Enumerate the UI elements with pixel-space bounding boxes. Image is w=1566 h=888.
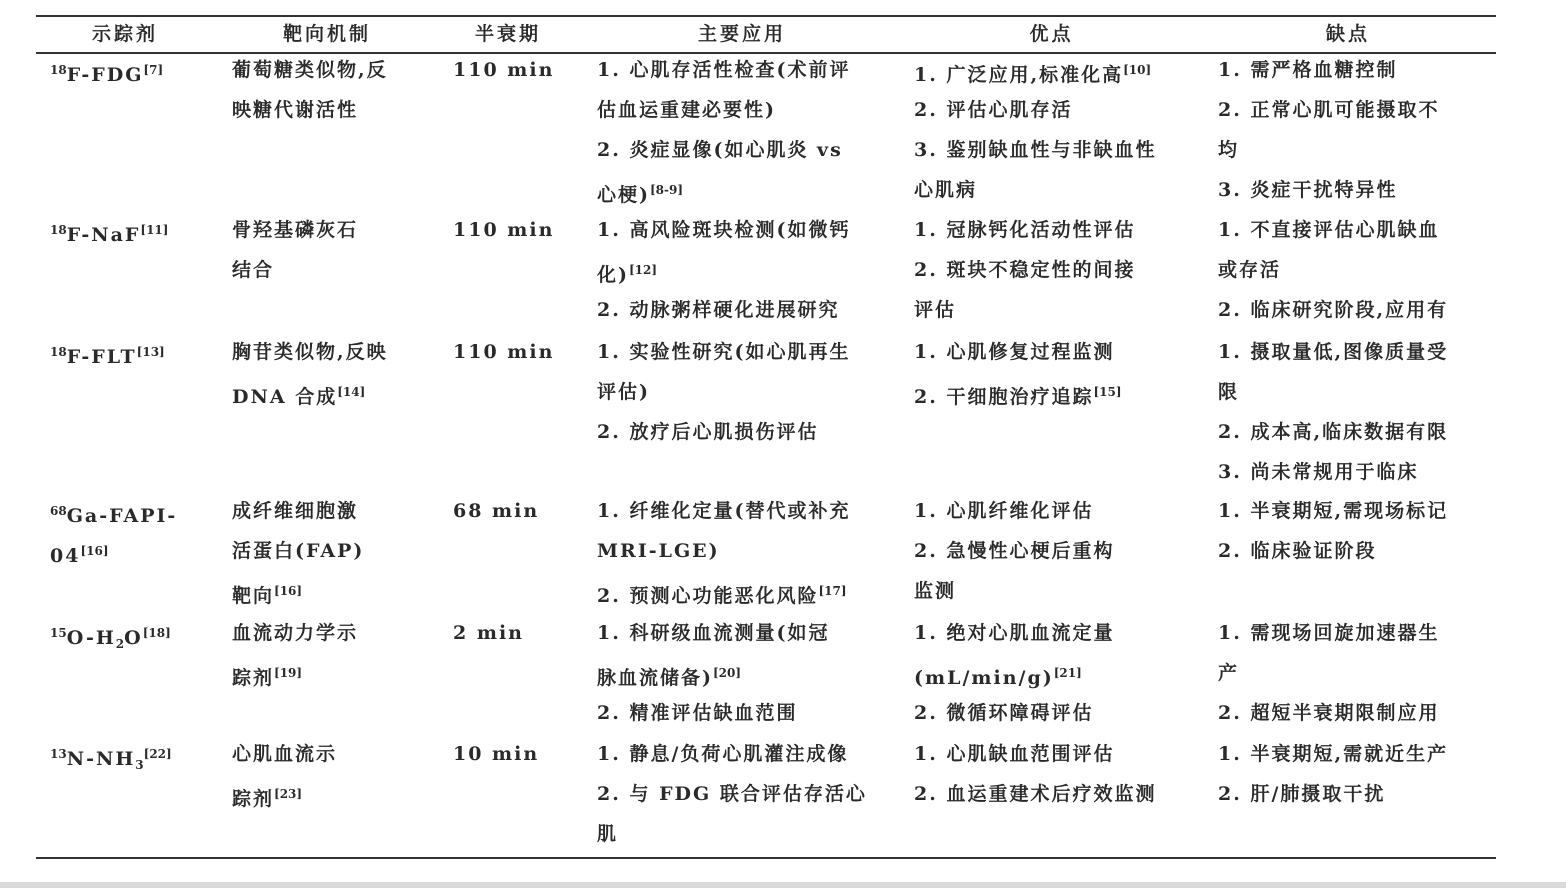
text-segment: 04: [50, 545, 81, 567]
header-mechanism: 靶向机制: [282, 23, 371, 45]
superscript: 15: [50, 626, 67, 640]
text-segment: 2. 评估心肌存活: [914, 99, 1073, 121]
superscript: [16]: [80, 544, 109, 558]
text-segment: 心肌血流示: [232, 743, 338, 765]
cell-half-life: [453, 332, 554, 372]
cell-line: [1218, 250, 1448, 290]
cell-line: [597, 814, 867, 854]
cell-line: [50, 531, 177, 571]
cell-disadvantages: [1218, 491, 1448, 571]
cell-line: [232, 734, 337, 774]
cell-line: [597, 531, 850, 571]
text-segment: 2. 临床验证阶段: [1218, 540, 1377, 562]
text-segment: 1. 心肌缺血范围评估: [914, 743, 1115, 765]
cell-disadvantages: [1218, 613, 1439, 733]
superscript: [21]: [1053, 666, 1082, 680]
cell-line: [597, 332, 850, 372]
cell-line: [1218, 210, 1448, 250]
text-segment: 110 min: [453, 59, 555, 81]
text-segment: 葡萄糖类似物,反: [232, 59, 388, 81]
text-segment: N-NH: [66, 748, 136, 770]
superscript: 13: [50, 747, 67, 761]
text-segment: O-H: [66, 627, 116, 649]
cell-line: [232, 50, 388, 90]
cell-line: [1218, 613, 1439, 653]
cell-line: [232, 372, 388, 412]
cell-mechanism: [232, 491, 364, 611]
text-segment: 1. 实验性研究(如心肌再生: [597, 341, 851, 363]
cell-line: [232, 210, 358, 250]
cell-line: [914, 613, 1114, 653]
cell-disadvantages: [1218, 50, 1439, 210]
text-segment: Ga-FAPI-: [66, 505, 178, 527]
superscript: 18: [50, 345, 67, 359]
cell-line: [914, 491, 1114, 531]
cell-half-life: [453, 210, 554, 250]
cell-line: [232, 250, 358, 290]
cell-applications: [597, 332, 850, 452]
text-segment: 均: [1218, 139, 1240, 161]
cell-advantages: [914, 734, 1156, 814]
subscript: 2: [115, 637, 125, 651]
text-segment: 2. 成本高,临床数据有限: [1218, 421, 1449, 443]
cell-tracer: [50, 613, 171, 653]
text-segment: 10 min: [453, 743, 540, 765]
cell-line: [914, 90, 1156, 130]
text-segment: 1. 不直接评估心肌缺血: [1218, 219, 1440, 241]
cell-line: [597, 130, 850, 170]
text-segment: 产: [1218, 662, 1240, 684]
cell-line: [232, 774, 337, 814]
cell-line: [453, 332, 554, 372]
cell-disadvantages: [1218, 332, 1448, 492]
superscript: 18: [50, 63, 67, 77]
cell-line: [1218, 693, 1439, 733]
cell-line: [914, 50, 1156, 90]
cell-tracer: [50, 50, 163, 90]
table-top-rule: [36, 15, 1496, 17]
cell-line: [1218, 774, 1448, 814]
cell-line: [1218, 90, 1439, 130]
cell-line: [597, 250, 850, 290]
cell-line: [50, 50, 163, 90]
cell-line: [597, 491, 850, 531]
cell-disadvantages: [1218, 210, 1448, 330]
cell-line: [453, 210, 554, 250]
cell-line: [914, 531, 1114, 571]
cell-line: [597, 210, 850, 250]
cell-line: [1218, 491, 1448, 531]
cell-line: [50, 491, 177, 531]
text-segment: 3. 炎症干扰特异性: [1218, 179, 1398, 201]
text-segment: 脉血流储备): [597, 667, 713, 689]
cell-line: [1218, 734, 1448, 774]
text-segment: 监测: [914, 580, 957, 602]
text-segment: O: [124, 627, 143, 649]
text-segment: 或存活: [1218, 259, 1282, 281]
text-segment: 2. 急慢性心梗后重构: [914, 540, 1115, 562]
header-disadvantages: 缺点: [1325, 23, 1370, 45]
cell-mechanism: [232, 734, 337, 814]
text-segment: 2. 微循环障碍评估: [914, 702, 1094, 724]
cell-line: [597, 571, 850, 611]
cell-half-life: [453, 613, 524, 653]
table-bottom-rule: [36, 857, 1496, 859]
text-segment: 1. 绝对心肌血流定量: [914, 622, 1115, 644]
text-segment: 2. 临床研究阶段,应用有: [1218, 299, 1449, 321]
superscript: [20]: [713, 666, 742, 680]
cell-line: [50, 613, 171, 653]
text-segment: 110 min: [453, 341, 555, 363]
cell-line: [50, 734, 172, 774]
superscript: [11]: [140, 223, 169, 237]
text-segment: 1. 科研级血流测量(如冠: [597, 622, 830, 644]
superscript: [17]: [818, 584, 847, 598]
text-segment: 1. 冠脉钙化活动性评估: [914, 219, 1136, 241]
cell-disadvantages: [1218, 734, 1448, 814]
text-segment: 2. 超短半衰期限制应用: [1218, 702, 1440, 724]
superscript: [13]: [136, 345, 165, 359]
text-segment: 1. 摄取量低,图像质量受: [1218, 341, 1449, 363]
cell-line: [597, 774, 867, 814]
text-segment: 2. 肝/肺摄取干扰: [1218, 783, 1386, 805]
cell-applications: [597, 613, 829, 733]
text-segment: 2. 动脉粥样硬化进展研究: [597, 299, 840, 321]
cell-line: [453, 734, 539, 774]
cell-mechanism: [232, 332, 388, 412]
header-applications: 主要应用: [697, 23, 786, 45]
text-segment: 估血运重建必要性): [597, 99, 776, 121]
superscript: 18: [50, 223, 67, 237]
cell-advantages: [914, 210, 1135, 330]
cell-tracer: [50, 210, 168, 250]
text-segment: MRI-LGE): [597, 540, 720, 562]
cell-applications: [597, 734, 867, 854]
cell-half-life: [453, 734, 539, 774]
cell-line: [597, 50, 850, 90]
cell-advantages: [914, 491, 1114, 611]
text-segment: 评估): [597, 381, 650, 403]
superscript: [18]: [142, 626, 171, 640]
text-segment: F-FDG: [66, 64, 144, 86]
superscript: [7]: [143, 63, 164, 77]
text-segment: 踪剂: [232, 667, 275, 689]
superscript: [22]: [143, 747, 172, 761]
text-segment: 1. 需严格血糖控制: [1218, 59, 1398, 81]
header-tracer: 示踪剂: [91, 23, 158, 45]
text-segment: 3. 鉴别缺血性与非缺血性: [914, 139, 1157, 161]
cell-line: [914, 571, 1114, 611]
text-segment: 2. 精准评估缺血范围: [597, 702, 798, 724]
cell-mechanism: [232, 50, 388, 130]
cell-line: [914, 290, 1135, 330]
cell-line: [597, 372, 850, 412]
cell-line: [232, 613, 358, 653]
cell-line: [914, 774, 1156, 814]
cell-line: [914, 332, 1122, 372]
text-segment: F-NaF: [66, 224, 141, 246]
text-segment: 110 min: [453, 219, 555, 241]
cell-line: [914, 693, 1114, 733]
cell-line: [914, 734, 1156, 774]
text-segment: 2. 放疗后心肌损伤评估: [597, 421, 819, 443]
text-segment: 结合: [232, 259, 275, 281]
text-segment: 1. 心肌纤维化评估: [914, 500, 1094, 522]
cell-line: [1218, 290, 1448, 330]
superscript: 68: [50, 504, 67, 518]
text-segment: 1. 静息/负荷心肌灌注成像: [597, 743, 849, 765]
cell-line: [1218, 372, 1448, 412]
text-segment: (mL/min/g): [914, 667, 1054, 689]
page-edge: [0, 882, 1566, 888]
text-segment: 骨羟基磷灰石: [232, 219, 359, 241]
cell-line: [453, 613, 524, 653]
cell-line: [597, 653, 829, 693]
text-segment: 1. 心肌存活性检查(术前评: [597, 59, 851, 81]
text-segment: 2. 预测心功能恶化风险: [597, 585, 819, 607]
cell-line: [914, 130, 1156, 170]
cell-half-life: [453, 491, 539, 531]
cell-line: [1218, 170, 1439, 210]
text-segment: F-FLT: [66, 346, 137, 368]
text-segment: 2. 干细胞治疗追踪: [914, 386, 1094, 408]
text-segment: 限: [1218, 381, 1240, 403]
text-segment: 1. 半衰期短,需现场标记: [1218, 500, 1449, 522]
cell-line: [597, 734, 867, 774]
cell-applications: [597, 491, 850, 611]
cell-line: [232, 491, 364, 531]
cell-line: [597, 170, 850, 210]
cell-line: [232, 531, 364, 571]
cell-half-life: [453, 50, 554, 90]
cell-line: [453, 491, 539, 531]
cell-line: [50, 332, 165, 372]
cell-line: [597, 90, 850, 130]
cell-line: [1218, 412, 1448, 452]
superscript: [19]: [274, 666, 303, 680]
cell-advantages: [914, 50, 1156, 210]
cell-line: [597, 412, 850, 452]
text-segment: 1. 广泛应用,标准化高: [914, 64, 1124, 86]
text-segment: 靶向: [232, 585, 275, 607]
cell-line: [1218, 50, 1439, 90]
superscript: [15]: [1093, 385, 1122, 399]
cell-line: [914, 653, 1114, 693]
text-segment: 1. 心肌修复过程监测: [914, 341, 1115, 363]
cell-applications: [597, 50, 850, 210]
text-segment: 血流动力学示: [232, 622, 359, 644]
cell-line: [914, 210, 1135, 250]
text-segment: 1. 需现场回旋加速器生: [1218, 622, 1440, 644]
superscript: [16]: [274, 584, 303, 598]
cell-line: [597, 290, 850, 330]
text-segment: 1. 半衰期短,需就近生产: [1218, 743, 1449, 765]
text-segment: 2. 正常心肌可能摄取不: [1218, 99, 1440, 121]
text-segment: 活蛋白(FAP): [232, 540, 365, 562]
text-segment: 胸苷类似物,反映: [232, 341, 388, 363]
header-advantages: 优点: [1029, 23, 1074, 45]
superscript: [23]: [274, 787, 303, 801]
cell-advantages: [914, 613, 1114, 733]
superscript: [8-9]: [650, 183, 684, 197]
superscript: [10]: [1123, 63, 1152, 77]
cell-line: [453, 50, 554, 90]
cell-applications: [597, 210, 850, 330]
text-segment: 3. 尚未常规用于临床: [1218, 461, 1419, 483]
cell-line: [1218, 332, 1448, 372]
cell-line: [597, 693, 829, 733]
text-segment: 2. 斑块不稳定性的间接: [914, 259, 1136, 281]
cell-line: [597, 613, 829, 653]
cell-line: [232, 571, 364, 611]
header-half-life: 半衰期: [474, 23, 541, 45]
text-segment: DNA 合成: [232, 386, 338, 408]
cell-line: [914, 170, 1156, 210]
text-segment: 化): [597, 264, 629, 286]
text-segment: 68 min: [453, 500, 540, 522]
cell-line: [1218, 452, 1448, 492]
text-segment: 2 min: [453, 622, 524, 644]
text-segment: 评估: [914, 299, 957, 321]
cell-line: [914, 250, 1135, 290]
cell-advantages: [914, 332, 1122, 412]
cell-line: [232, 332, 388, 372]
text-segment: 1. 高风险斑块检测(如微钙: [597, 219, 851, 241]
text-segment: 2. 血运重建术后疗效监测: [914, 783, 1157, 805]
text-segment: 2. 与 FDG 联合评估存活心: [597, 783, 867, 805]
text-segment: 心梗): [597, 184, 650, 206]
text-segment: 踪剂: [232, 788, 275, 810]
cell-line: [50, 210, 168, 250]
cell-tracer: [50, 734, 172, 774]
cell-mechanism: [232, 210, 358, 290]
cell-line: [1218, 130, 1439, 170]
text-segment: 成纤维细胞激: [232, 500, 359, 522]
cell-line: [1218, 653, 1439, 693]
cell-line: [1218, 531, 1448, 571]
cell-line: [914, 372, 1122, 412]
cell-tracer: [50, 491, 177, 571]
cell-line: [232, 90, 388, 130]
text-segment: 映糖代谢活性: [232, 99, 359, 121]
superscript: [12]: [629, 263, 658, 277]
subscript: 3: [135, 758, 144, 772]
text-segment: 肌: [597, 823, 619, 845]
cell-line: [232, 653, 358, 693]
text-segment: 1. 纤维化定量(替代或补充: [597, 500, 851, 522]
cell-tracer: [50, 332, 165, 372]
cell-mechanism: [232, 613, 358, 693]
superscript: [14]: [337, 385, 366, 399]
text-segment: 2. 炎症显像(如心肌炎 vs: [597, 139, 843, 161]
text-segment: 心肌病: [914, 179, 978, 201]
